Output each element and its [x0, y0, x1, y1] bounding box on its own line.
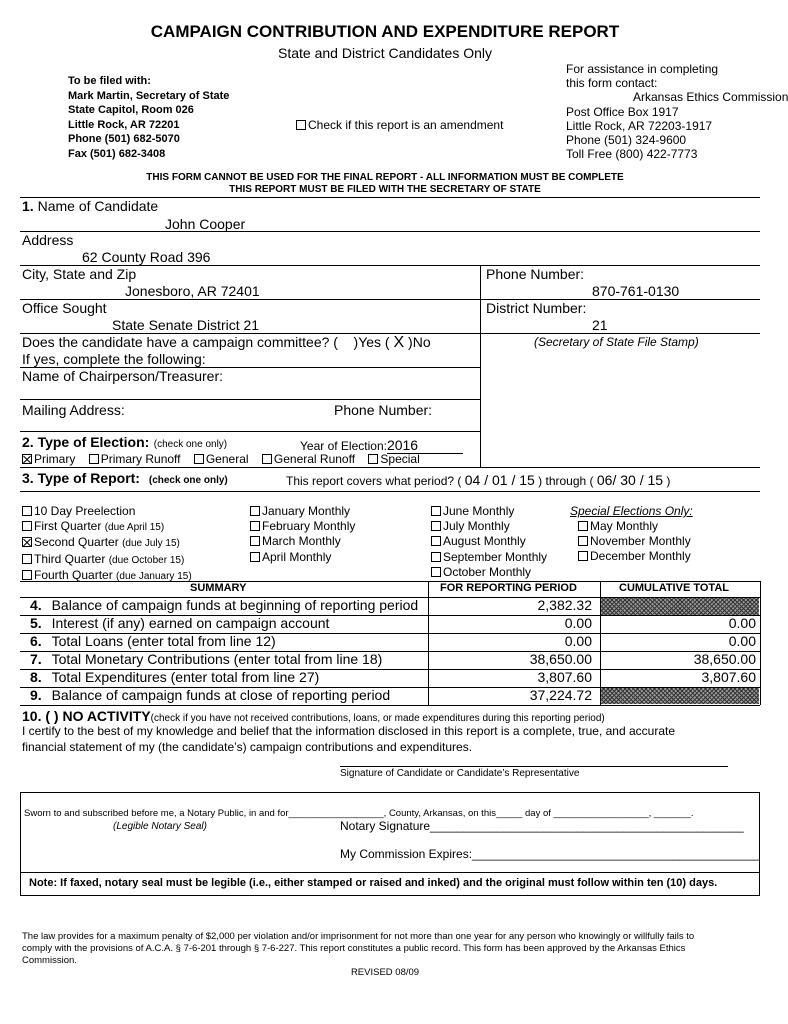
divider-vertical [760, 581, 761, 705]
checkbox-icon[interactable] [578, 551, 588, 561]
option-label: March Monthly [262, 534, 341, 549]
divider [20, 399, 480, 400]
if-yes-text: If yes, complete the following: [22, 351, 206, 367]
report-option[interactable] [250, 504, 355, 519]
checkbox-icon[interactable] [431, 552, 441, 562]
penalty-line: Commission. [22, 955, 77, 966]
notary-signature-field[interactable]: Notary Signature_______________________________________________ [340, 819, 744, 833]
summary-row [30, 651, 382, 667]
district-label: District Number: [486, 300, 587, 316]
election-option-primary-runoff[interactable] [89, 452, 181, 466]
mailing-address-label: Mailing Address: [22, 402, 125, 418]
period-column-heading: FOR REPORTING PERIOD [440, 582, 577, 594]
option-label: Primary [34, 452, 76, 466]
notice-file-with: THIS REPORT MUST BE FILED WITH THE SECRETARY OF STATE [229, 184, 541, 195]
assistance-block [566, 62, 788, 162]
divider [20, 467, 760, 468]
divider-vertical [480, 265, 481, 467]
row-number: 8. [30, 669, 42, 685]
committee-no-option[interactable]: )No [408, 334, 431, 350]
row-number: 9. [30, 687, 42, 703]
period-from[interactable]: 04 / 01 / 15 [464, 472, 535, 488]
checkbox-icon[interactable] [250, 506, 260, 516]
divider [20, 872, 760, 873]
report-period [286, 472, 670, 488]
row-label: Total Expenditures (enter total from line 27) [51, 669, 320, 685]
file-with-line: Little Rock, AR 72201 [68, 118, 180, 131]
file-with-line: Mark Martin, Secretary of State [68, 89, 230, 102]
election-options [22, 452, 420, 466]
option-note: (due January 15) [116, 570, 192, 582]
cumulative-column-heading: CUMULATIVE TOTAL [619, 582, 729, 594]
fax-note [29, 877, 717, 889]
row-number: 7. [30, 651, 42, 667]
through-label: ) through ( [538, 474, 594, 488]
phone-value[interactable]: 870-761-0130 [592, 283, 680, 299]
district-value[interactable]: 21 [592, 317, 608, 333]
option-label: July Monthly [443, 519, 510, 534]
election-option-general-runoff[interactable] [262, 452, 355, 466]
section-title: 2. Type of Election: [22, 434, 150, 450]
committee-phone-label: Phone Number: [334, 402, 433, 418]
election-type-heading [22, 434, 227, 452]
option-label: November Monthly [590, 534, 691, 549]
period-value[interactable]: 0.00 [564, 633, 592, 649]
notice-final-report: THIS FORM CANNOT BE USED FOR THE FINAL REPORT - ALL INFORMATION MUST BE COMPLETE [146, 172, 624, 183]
report-option[interactable] [22, 552, 192, 568]
shaded-cell [601, 687, 759, 704]
period-value[interactable]: 3,807.60 [537, 669, 592, 685]
checkbox-icon[interactable] [368, 454, 378, 464]
committee-question-text: Does the candidate have a campaign committee? ( [22, 334, 338, 350]
city-value[interactable]: Jonesboro, AR 72401 [125, 283, 260, 299]
row-number: 4. [30, 597, 42, 613]
option-label: Fourth Quarter [34, 567, 113, 582]
date-part: 06 [596, 472, 613, 488]
report-option[interactable] [578, 534, 691, 549]
no-activity-note: (check if you have not received contributions, loans, or made expenditures during this reporting period) [150, 713, 605, 724]
penalty-text [22, 931, 694, 967]
option-note: (due October 15) [108, 554, 185, 566]
file-with-line: State Capitol, Room 026 [68, 104, 194, 116]
period-value[interactable]: 0.00 [564, 615, 592, 631]
row-label: Total Loans (enter total from line 12) [51, 633, 276, 649]
report-option[interactable] [250, 534, 355, 549]
shaded-cell [601, 598, 759, 615]
election-option-primary[interactable] [22, 452, 75, 466]
period-value[interactable]: 2,382.32 [537, 597, 592, 613]
report-option[interactable] [431, 519, 547, 534]
row-label: Balance of campaign funds at close of reporting period [51, 687, 391, 703]
notary-seal-label: (Legible Notary Seal) [113, 821, 207, 832]
committee-mark: X [393, 334, 405, 351]
summary-heading: SUMMARY [190, 582, 247, 594]
form-subtitle: State and District Candidates Only [278, 45, 492, 61]
penalty-line: comply with the provisions of A.C.A. § 7-6-201 through § 7-6-227. This report constitutes a public record. This form has been approved by the Arkansas Ethics [22, 943, 686, 954]
file-stamp-label: (Secretary of State File Stamp) [534, 335, 699, 349]
date-part: 15 [519, 472, 535, 488]
file-with-line: To be filed with: [68, 75, 151, 87]
special-elections-title: Special Elections Only: [570, 504, 693, 518]
report-option[interactable] [250, 519, 355, 534]
section-title: 3. Type of Report: [22, 470, 140, 486]
year-label: Year of Election: [300, 439, 387, 453]
option-label: 10 Day Preelection [34, 504, 136, 518]
date-part: 04 [464, 472, 481, 488]
form-title: CAMPAIGN CONTRIBUTION AND EXPENDITURE REPORT [150, 22, 620, 41]
option-note: (due July 15) [122, 538, 180, 550]
signature-line[interactable] [340, 766, 728, 767]
committee-yes-option[interactable]: )Yes ( [353, 334, 390, 350]
date-part: 01 [492, 472, 508, 488]
report-option[interactable] [22, 535, 192, 551]
checkbox-checked-icon[interactable] [22, 537, 32, 547]
cumulative-value[interactable]: 0.00 [728, 633, 756, 649]
section-hint: (check one only) [148, 475, 228, 486]
report-option[interactable] [431, 565, 547, 580]
certify-line-1: I certify to the best of my knowledge and belief that the information disclosed in this report is a complete, true, and accurate [22, 724, 676, 738]
row-label: Balance of campaign funds at beginning of reporting period [51, 597, 419, 613]
address-value[interactable]: 62 County Road 396 [82, 249, 211, 265]
commission-expires-field[interactable]: My Commission Expires:___________________________________________ [340, 847, 759, 861]
divider [20, 299, 760, 300]
checkbox-icon[interactable] [431, 567, 441, 577]
label-text: Name of Candidate [37, 198, 159, 214]
report-option[interactable] [578, 549, 691, 564]
divider [20, 705, 760, 706]
checkbox-icon[interactable] [578, 536, 588, 546]
address-label: Address [22, 232, 74, 248]
option-label: Second Quarter [34, 535, 119, 550]
period-to[interactable]: 06/ 30 / 15 [596, 472, 664, 488]
option-label: First Quarter [34, 519, 102, 534]
office-label: Office Sought [22, 300, 107, 316]
signature-label: Signature of Candidate or Candidate’s Representative [340, 768, 580, 779]
report-option[interactable] [578, 519, 691, 534]
report-type-heading [22, 470, 228, 488]
fax-note-text: Note: If faxed, notary seal must be legible (i.e., either stamped or raised and inked) and the original must follow within ten (10) days. [29, 877, 718, 889]
cumulative-value[interactable]: 3,807.60 [701, 669, 756, 685]
revised-date: REVISED 08/09 [350, 967, 420, 978]
option-note: (due April 15) [104, 522, 165, 534]
no-activity-label: 10. ( ) NO ACTIVITY [22, 708, 151, 724]
candidate-name-label [22, 198, 158, 214]
period-value[interactable]: 37,224.72 [529, 687, 592, 703]
phone-label: Phone Number: [486, 266, 585, 282]
section-hint: (check one only) [153, 439, 228, 450]
assistance-line: Toll Free (800) 422-7773 [566, 147, 698, 162]
close-paren: ) [666, 474, 671, 488]
summary-row [30, 687, 390, 703]
election-option-general[interactable] [194, 452, 249, 466]
date-part: 15 [647, 472, 664, 488]
certify-line-2: financial statement of my (the candidate’s) campaign contributions and expenditures. [22, 740, 473, 754]
checkbox-icon[interactable] [250, 521, 260, 531]
penalty-line: The law provides for a maximum penalty of $2,000 per violation and/or imprisonment for not more than one year for any person who knowingly or willfully fails to [22, 931, 695, 942]
summary-row [30, 597, 418, 613]
row-number: 6. [30, 633, 42, 649]
checkbox-icon[interactable] [296, 120, 306, 130]
report-option[interactable] [22, 519, 192, 535]
assistance-line: For assistance in completing [566, 62, 719, 76]
period-value[interactable]: 38,650.00 [529, 651, 592, 667]
option-label: Third Quarter [34, 551, 106, 566]
city-label: City, State and Zip [22, 266, 137, 282]
checkbox-icon[interactable] [431, 536, 441, 546]
row-number: 5. [30, 615, 42, 631]
assistance-line: Arkansas Ethics Commission [633, 90, 788, 105]
date-part: 30 [620, 472, 636, 488]
row-label: Total Monetary Contributions (enter total from line 18) [51, 651, 383, 667]
report-options-monthly-2 [431, 504, 547, 580]
file-with-block [68, 74, 229, 161]
assistance-line: Little Rock, AR 72203-1917 [566, 118, 713, 133]
notary-sworn-text[interactable]: Sworn to and subscribed before me, a Notary Public, in and for__________________, County, Arkansas, on this_____ day of __________________, _______. [24, 808, 694, 819]
summary-row [30, 615, 329, 631]
option-label: October Monthly [443, 564, 532, 579]
checkbox-checked-icon[interactable] [22, 454, 32, 464]
checkbox-icon[interactable] [262, 454, 272, 464]
period-label: This report covers what period? ( [286, 474, 462, 488]
chairperson-label: Name of Chairperson/Treasurer: [22, 368, 224, 384]
checkbox-icon[interactable] [22, 506, 32, 516]
report-options-special [578, 519, 691, 565]
divider [20, 431, 480, 432]
checkbox-icon[interactable] [250, 536, 260, 546]
option-label: April Monthly [262, 549, 332, 564]
divider [20, 231, 760, 232]
option-label: February Monthly [262, 519, 356, 534]
report-options-monthly-1 [250, 504, 355, 565]
option-label: May Monthly [590, 519, 659, 533]
checkbox-icon[interactable] [431, 521, 441, 531]
report-option[interactable] [22, 504, 192, 519]
report-option[interactable] [431, 534, 547, 549]
summary-row [30, 633, 276, 649]
file-with-line: Phone (501) 682-5070 [68, 133, 180, 145]
assistance-line: Phone (501) 324-9600 [566, 133, 687, 148]
report-option[interactable] [250, 550, 355, 565]
election-option-special[interactable] [368, 452, 419, 466]
amendment-label: Check if this report is an amendment [308, 118, 504, 132]
candidate-name-value[interactable]: John Cooper [165, 216, 246, 232]
checkbox-icon[interactable] [22, 570, 32, 580]
amendment-checkbox[interactable] [296, 118, 503, 132]
option-label: General [205, 452, 249, 466]
report-option[interactable] [431, 504, 547, 519]
checkbox-icon[interactable] [89, 454, 99, 464]
cumulative-value[interactable]: 0.00 [728, 615, 756, 631]
checkbox-icon[interactable] [431, 506, 441, 516]
checkbox-icon[interactable] [22, 554, 32, 564]
row-label: Interest (if any) earned on campaign account [51, 615, 330, 631]
checkbox-icon[interactable] [194, 454, 204, 464]
section-number: 1. [22, 198, 34, 214]
summary-row [30, 669, 319, 685]
office-value[interactable]: State Senate District 21 [112, 317, 260, 333]
option-label: January Monthly [262, 504, 351, 518]
checkbox-icon[interactable] [22, 521, 32, 531]
option-label: September Monthly [443, 549, 548, 564]
option-label: December Monthly [590, 549, 691, 564]
option-label: August Monthly [443, 534, 526, 549]
option-label: General Runoff [273, 452, 356, 466]
report-options-quarterly [22, 504, 192, 584]
checkbox-icon[interactable] [578, 521, 588, 531]
file-with-line: Fax (501) 682-3408 [68, 147, 166, 160]
report-option[interactable] [431, 550, 547, 565]
committee-question [22, 334, 431, 352]
cumulative-value[interactable]: 38,650.00 [693, 651, 756, 667]
assistance-line: this form contact: [566, 76, 658, 91]
checkbox-icon[interactable] [250, 552, 260, 562]
option-label: Special [380, 452, 420, 466]
option-label: June Monthly [443, 504, 515, 518]
option-label: Primary Runoff [100, 452, 181, 466]
year-value[interactable]: 2016 [387, 437, 463, 454]
divider [20, 491, 760, 492]
assistance-line: Post Office Box 1917 [566, 104, 679, 119]
